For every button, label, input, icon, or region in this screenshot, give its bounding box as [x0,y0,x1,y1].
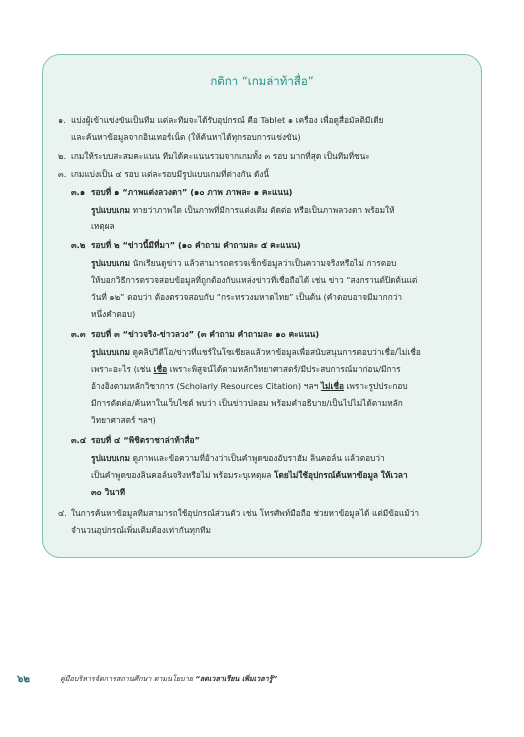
item-1-line-1: แบ่งผู้เข้าแข่งขันเป็นทีม แต่ละทีมจะได้รับอุปกรณ์ คือ Tablet ๑ เครื่อง เพื่อดูสื่อมัลติมีเดีย [71,115,384,125]
round-3-text-d: เพราะรูปประกอบ [346,381,408,391]
round-3-not-believe: ไม่เชื่อ [320,381,344,391]
page-number: ๖๒ [17,674,30,685]
round-4-format-text: ดูภาพและข้อความที่อ้างว่าเป็นคำพูดของอับราฮัม ลินคอล์น แล้วตอบว่า [132,453,385,463]
round-4-title: “พิชิตราชาล่าท้าสื่อ” [123,435,200,445]
item-4-line-2: จำนวนอุปกรณ์เพิ่มเติมต้องเท่ากันทุกทีม [71,525,211,535]
page-title: กติกา “เกมล่าท้าสื่อ” [210,74,314,88]
round-3-number: ๓.๓ [71,329,86,339]
round-2-heading [91,239,301,251]
item-3-number: ๓. [58,169,67,179]
round-4-text-b: โดยไม่ใช้อุปกรณ์ค้นหาข้อมูล ให้เวลา [273,470,408,480]
round-3-format-label: รูปแบบเกม [91,347,130,357]
round-4-heading [91,434,200,446]
round-4-label: รอบที่ ๔ [91,435,121,445]
item-2-number: ๒. [58,151,67,161]
round-1-title: “ภาพแต่งลวงตา” (๑๐ ภาพ ภาพละ ๑ คะแนน) [122,187,293,197]
round-3-format-line-5: วิทยาศาสตร์ ฯลฯ) [91,415,156,425]
round-1-format-text: ทายว่าภาพใด เป็นภาพที่มีการแต่งเติม ตัดต่อ หรือเป็นภาพลวงตา พร้อมให้ [132,205,395,215]
round-3-format-line-2 [91,363,401,375]
round-3-label: รอบที่ ๓ [91,329,120,339]
item-3-line-1: เกมแบ่งเป็น ๔ รอบ แต่ละรอบมีรูปแบบเกมที่ต่างกัน ดังนี้ [71,169,270,179]
round-4-text-a: เป็นคำพูดของลินคอล์นจริงหรือไม่ พร้อมระบุเหตุผล [91,470,272,480]
round-2-title: “ข่าวนี้มีที่มา” (๑๐ คำถาม คำถามละ ๕ คะแนน) [122,240,301,250]
round-1-heading [91,186,292,198]
round-3-text-b: เพราะพิสูจน์ได้ตามหลักวิทยาศาสตร์/มีประสบการณ์มาก่อน/มีการ [169,364,401,374]
round-4-format-label: รูปแบบเกม [91,453,130,463]
round-2-format-line-2: ให้บอกวิธีการตรวจสอบข้อมูลที่ถูกต้องกับแหล่งข่าวที่เชื่อถือได้ เช่น ข่าว “สงกรานต์ปิดต้นแต่ [91,275,418,285]
round-3-format-line-3 [91,380,408,392]
item-1-line-2: และค้นหาข้อมูลจากอินเทอร์เน็ต (ให้ค้นหาได้ทุกรอบการแข่งขัน) [71,132,301,142]
item-4-number: ๔. [58,508,67,518]
footer-text-a: คู่มือบริหารจัดการสถานศึกษา ตามนโยบาย [60,674,193,683]
round-2-number: ๓.๒ [71,240,86,250]
item-1-number: ๑. [58,115,66,125]
round-2-format-line-3: วันที่ ๑๒” ตอบว่า ต้องตรวจสอบกับ “กระทรวงมหาดไทย” เป็นต้น (คำตอบอาจมีมากกว่า [91,292,403,302]
round-1-number: ๓.๑ [71,187,86,197]
item-2-line-1: เกมให้ระบบสะสมคะแนน ทีมได้คะแนนรวมจากเกมทั้ง ๓ รอบ มากที่สุด เป็นทีมที่ชนะ [71,151,370,161]
round-2-label: รอบที่ ๒ [91,240,120,250]
round-2-format-label: รูปแบบเกม [91,258,130,268]
item-4-line-1: ในการค้นหาข้อมูลทีมสามารถใช้อุปกรณ์ส่วนตัว เช่น โทรศัพท์มือถือ ช่วยหาข้อมูลได้ แต่มีข้อแม้ว่า [71,508,420,518]
round-3-text-c: อ้างอิงตามหลักวิชาการ (Scholarly Resources Citation) ฯลฯ [91,381,319,391]
round-2-format-line-4: หนึ่งคำตอบ) [91,309,136,319]
round-3-believe: เชื่อ [153,364,168,374]
round-3-format-line-1 [91,346,421,358]
footer-text-b: “ลดเวลาเรียน เพิ่มเวลารู้” [195,674,278,683]
round-1-format-label: รูปแบบเกม [91,205,130,215]
round-3-heading [91,328,319,340]
round-4-format-line-3: ๓๐ วินาที [91,487,126,497]
round-1-format-line-1 [91,204,395,216]
round-1-label: รอบที่ ๑ [91,187,120,197]
round-3-format-line-4: มีการตัดต่อ/ค้นหาในเว็บไซต์ พบว่า เป็นข่าวปลอม พร้อมคำอธิบาย/เป็นไปไม่ได้ตามหลัก [91,398,403,408]
round-4-format-line-2 [91,469,408,481]
round-3-format-text: ดูคลิปวิดีโอ/ข่าวที่แชร์ในโซเชียลแล้วหาข้อมูลเพื่อสนับสนุนการตอบว่าเชื่อ/ไม่เชื่อ [132,347,421,357]
round-1-format-line-2: เหตุผล [91,221,115,231]
rules-box [42,54,482,558]
round-4-format-line-1 [91,452,385,464]
round-3-text-a: เพราะอะไร (เช่น [91,364,151,374]
round-4-number: ๓.๔ [71,435,87,445]
footer-caption [60,674,277,685]
round-2-format-text: นักเรียนดูข่าว แล้วสามารถตรวจเช็กข้อมูลว่าเป็นความจริงหรือไม่ การตอบ [132,258,397,268]
round-3-title: “ข่าวจริง-ข่าวลวง” (๓ คำถาม คำถามละ ๑๐ คะแนน) [122,329,320,339]
round-2-format-line-1 [91,257,396,269]
